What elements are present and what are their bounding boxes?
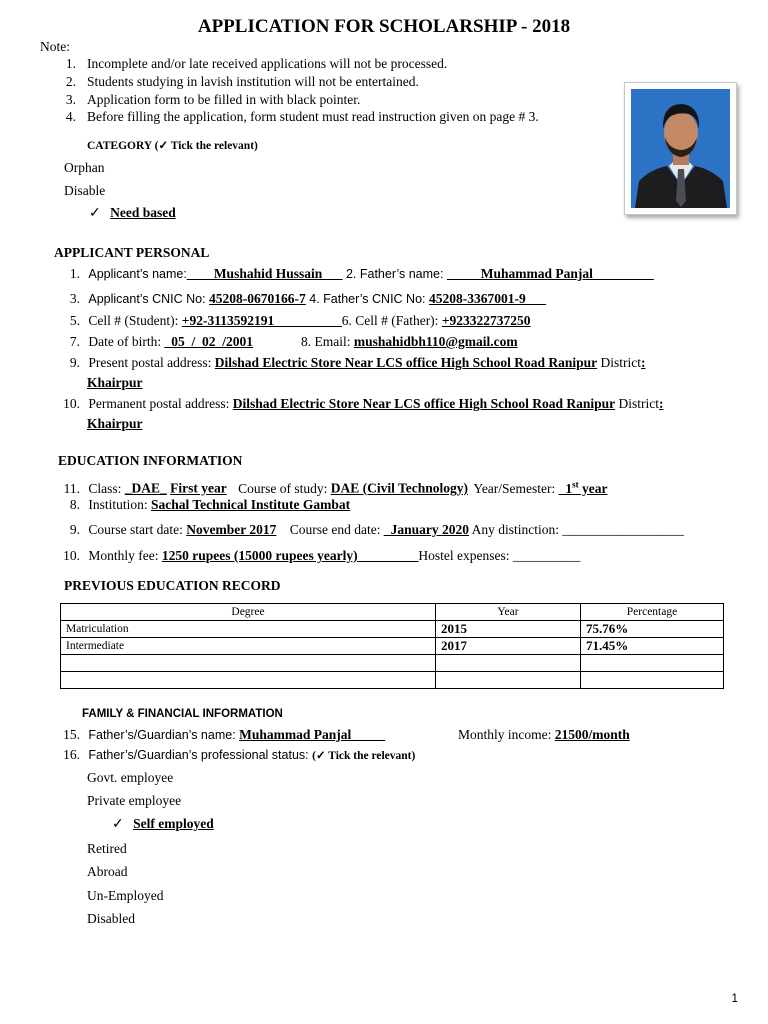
applicant-cnic-value[interactable]: 45208-0670166-7 [209,291,306,306]
degree-cell[interactable]: Matriculation [61,621,436,638]
father-cell-value[interactable]: +923322737250 [441,313,531,328]
monthly-income-field [458,727,630,743]
note-item: Application form to be filled in with black pointer. [87,92,361,107]
item-number: 11. [63,480,80,496]
father-name-label: 2. Father’s name: [342,267,447,281]
monthly-fee-value[interactable]: 1250 rupees (15000 rupees yearly)_________ [161,548,419,563]
applicant-row-permanent-address [58,396,663,412]
course-start-value[interactable]: November 2017 [186,522,277,537]
note-label: Note: [40,39,70,54]
percentage-cell[interactable] [581,672,724,689]
note-number: 4. [65,109,76,124]
education-row-dates [58,522,684,538]
present-district-colon: : [641,355,646,370]
family-row-status [58,747,415,763]
status-option-govt[interactable]: Govt. employee [87,770,174,785]
table-row [61,672,724,689]
professional-status-label: Father’s/Guardian’s professional status: [88,748,313,762]
applicant-heading: APPLICANT PERSONAL [54,245,210,260]
portrait-icon [631,89,730,208]
note-number: 2. [65,74,76,89]
permanent-address-value[interactable]: Dilshad Electric Store Near LCS office High School Road Ranipur [232,396,616,411]
degree-cell[interactable] [61,672,436,689]
column-header-degree: Degree [61,604,436,621]
status-option-retired[interactable]: Retired [87,841,127,856]
family-row-guardian [58,727,385,743]
item-number: 3. [69,291,80,306]
present-address-label: Present postal address: [88,355,215,370]
note-number: 3. [65,92,76,107]
form-title: APPLICATION FOR SCHOLARSHIP - 2018 [197,16,571,37]
present-district-label: District [597,355,641,370]
item-number: 9. [69,355,80,370]
distinction-label[interactable]: Any distinction: __________________ [468,522,684,537]
applicant-photo [624,82,737,215]
category-option-orphan[interactable]: Orphan [64,160,105,175]
previous-education-table [60,603,724,689]
family-heading: FAMILY & FINANCIAL INFORMATION [82,708,283,720]
status-option-self-employed[interactable] [112,816,214,833]
column-header-year: Year [436,604,581,621]
education-row-class [58,479,608,497]
applicant-row-names [58,266,654,282]
email-value[interactable]: mushahidbh110@gmail.com [353,334,518,349]
table-row [61,638,724,655]
permanent-address-label: Permanent postal address: [88,396,233,411]
father-cell-label: 6. Cell # (Father): [341,313,442,328]
degree-cell[interactable] [61,655,436,672]
monthly-fee-label: Monthly fee: [88,548,162,563]
applicant-row-cell [58,313,531,329]
guardian-name-label: Father’s/Guardian’s name: [88,728,240,742]
applicant-photo-image [631,89,730,208]
applicant-row-cnic [58,291,546,307]
year-cell[interactable] [436,655,581,672]
course-start-label: Course start date: [88,522,187,537]
category-selected-label: Need based [110,205,176,220]
previous-education-heading: PREVIOUS EDUCATION RECORD [64,578,281,593]
father-name-value[interactable]: _____Muhammad Panjal_________ [446,266,654,281]
note-item: Students studying in lavish institution will not be entertained. [87,74,419,89]
note-item: Incomplete and/or late received applications will not be processed. [87,56,448,71]
percentage-cell[interactable] [581,655,724,672]
course-end-value[interactable]: _January 2020 [383,522,469,537]
year-cell[interactable] [436,672,581,689]
dob-label: Date of birth: [88,334,165,349]
guardian-name-value[interactable]: Muhammad Panjal_____ [239,727,386,742]
item-number: 8. [69,497,80,512]
note-item: Before filling the application, form student must read instruction given on page # 3. [87,109,539,124]
item-number: 5. [69,313,80,328]
status-option-abroad[interactable]: Abroad [87,864,128,879]
category-heading: CATEGORY (✓ Tick the relevant) [87,140,258,152]
tick-instruction: (✓ Tick the relevant) [312,750,416,762]
father-cnic-value[interactable]: 45208-3367001-9___ [428,291,546,306]
checkmark-icon: ✓ [112,817,124,832]
education-row-fee [58,548,580,564]
course-label: Course of study: [238,480,331,496]
item-number: 7. [69,334,80,349]
note-number: 1. [65,56,76,71]
item-number: 1. [69,266,80,281]
institution-value[interactable]: Sachal Technical Institute Gambat [151,497,351,512]
column-header-percentage: Percentage [581,604,724,621]
year-cell[interactable]: 2015 [436,621,581,638]
present-address-value[interactable]: Dilshad Electric Store Near LCS office High School Road Ranipur [214,355,598,370]
category-option-disable[interactable]: Disable [64,183,106,198]
father-cnic-label: 4. Father’s CNIC No: [305,292,429,306]
applicant-row-present-address [58,355,646,371]
present-district-value[interactable]: Khairpur [87,375,143,390]
table-row [61,621,724,638]
status-selected-label: Self employed [133,816,214,831]
status-option-private[interactable]: Private employee [87,793,182,808]
dob-value[interactable]: _05_/_02_/2001 [164,334,253,349]
table-row [61,655,724,672]
checkmark-icon: ✓ [89,206,101,221]
class-year-value[interactable]: First year [170,480,227,496]
student-cell-label: Cell # (Student): [88,313,182,328]
student-cell-value[interactable]: +92-3113592191__________ [181,313,342,328]
course-end-label: Course end date: [289,522,384,537]
percentage-cell[interactable]: 75.76% [581,621,724,638]
course-value[interactable]: DAE (Civil Technology) [330,480,469,496]
permanent-district-value[interactable]: Khairpur [87,416,143,431]
item-number: 9. [69,522,80,537]
monthly-income-label: Monthly income: [458,727,555,742]
page-number: 1 [731,991,738,1005]
education-row-institution [58,497,350,513]
monthly-income-value[interactable]: 21500/month [554,727,630,742]
item-number: 10. [63,396,80,411]
permanent-district-colon: : [658,396,664,411]
status-option-disabled[interactable]: Disabled [87,911,135,926]
applicant-cnic-label: Applicant’s CNIC No: [88,292,210,306]
applicant-name-label: Applicant’s name: [88,267,187,281]
semester-value[interactable]: _1st year [558,479,608,496]
percentage-cell[interactable]: 71.45% [581,638,724,655]
item-number: 16. [63,747,80,762]
class-value[interactable]: _DAE_ [124,480,167,496]
item-number: 10. [63,548,80,563]
degree-cell[interactable]: Intermediate [61,638,436,655]
table-header-row [61,604,724,621]
status-option-unemployed[interactable]: Un-Employed [87,888,164,903]
semester-label: Year/Semester: [473,480,559,496]
email-label: 8. Email: [301,334,354,349]
institution-label: Institution: [88,497,152,512]
category-option-need-based[interactable] [89,205,176,222]
applicant-name-value[interactable]: ____Mushahid Hussain___ [186,266,343,281]
class-label: Class: [88,480,125,496]
hostel-expenses-label[interactable]: Hostel expenses: __________ [418,548,581,563]
year-cell[interactable]: 2017 [436,638,581,655]
education-heading: EDUCATION INFORMATION [58,453,243,468]
applicant-row-dob [58,334,518,350]
item-number: 15. [63,727,80,742]
permanent-district-label: District [615,396,659,411]
